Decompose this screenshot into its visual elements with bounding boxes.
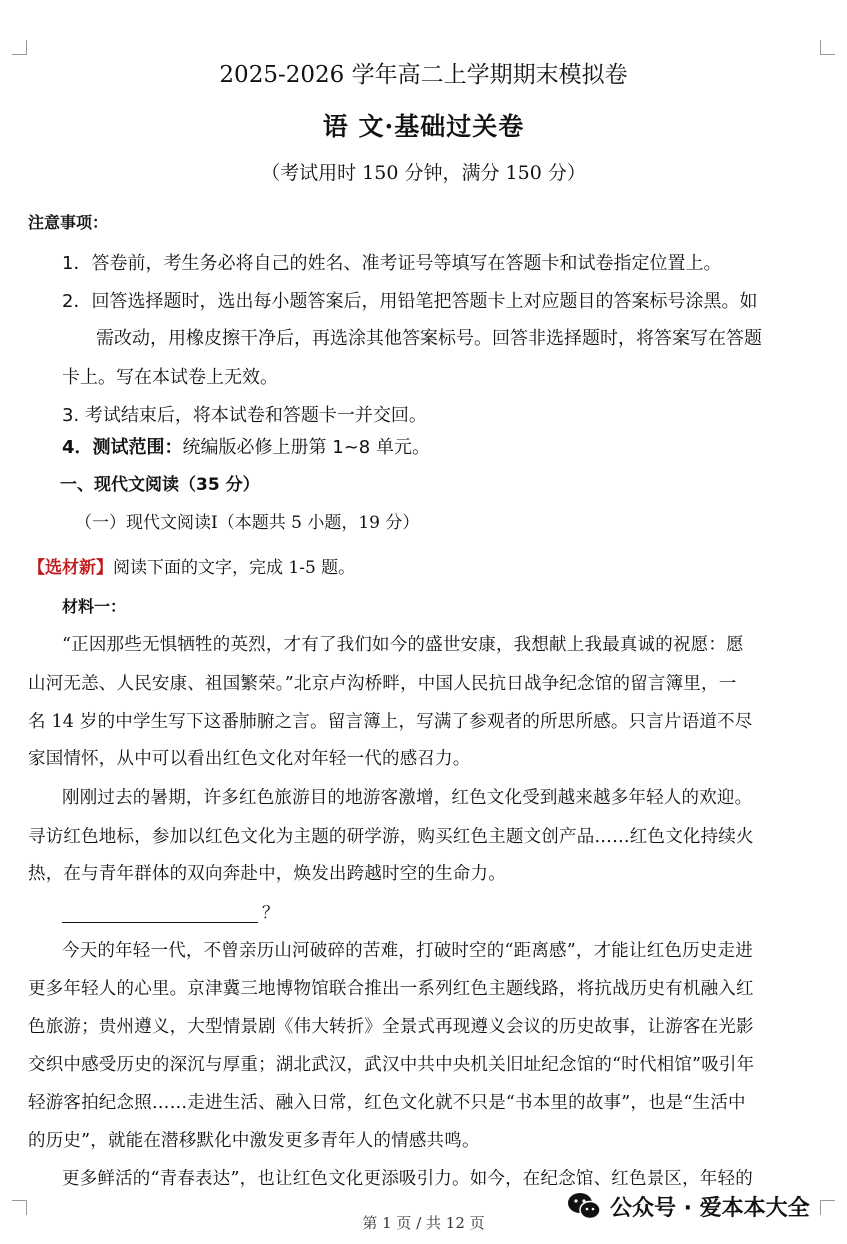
new-material-tag: 【选材新】 <box>28 558 113 578</box>
notice-item-4-label: 4．测试范围： <box>62 437 183 458</box>
page-number: 第 1 页 / 共 12 页 <box>362 1214 485 1232</box>
notice-heading: 注意事项： <box>28 213 109 232</box>
fill-in-blank <box>62 898 279 923</box>
exam-title: 2025-2026 学年高二上学期期末模拟卷 <box>219 62 628 88</box>
blank-question-mark: ？ <box>262 903 279 923</box>
passage-line: 色旅游；贵州遵义，大型情景剧《伟大转折》全景式再现遵义会议的历史故事，让游客在光影 <box>28 1017 754 1037</box>
exam-subtitle: 语 文·基础过关卷 <box>322 112 525 141</box>
passage-line: 寻访红色地标，参加以红色文化为主题的研学游，购买红色主题文创产品……红色文化持续火 <box>28 827 754 847</box>
exam-timing: （考试用时 150 分钟，满分 150 分） <box>261 162 586 184</box>
passage-line: 家国情怀，从中可以看出红色文化对年轻一代的感召力。 <box>28 749 471 769</box>
notice-item-1: 1．答卷前，考生务必将自己的姓名、准考证号等填写在答题卡和试卷指定位置上。 <box>62 253 722 274</box>
notice-item-3: 3. 考试结束后，将本试卷和答题卡一并交回。 <box>62 405 427 426</box>
instruction-line <box>28 553 355 578</box>
passage-line: “正因那些无惧牺牲的英烈，才有了我们如今的盛世安康，我想献上我最真诚的祝愿：愿 <box>62 635 744 655</box>
passage-line: 山河无恙、人民安康、祖国繁荣。”北京卢沟桥畔，中国人民抗日战争纪念馆的留言簿里，一 <box>28 674 737 694</box>
notice-item-4 <box>62 433 430 459</box>
passage-line: 轻游客拍纪念照……走进生活、融入日常，红色文化就不只是“书本里的故事”，也是“生活中 <box>28 1093 746 1113</box>
passage-line: 热，在与青年群体的双向奔赴中，焕发出跨越时空的生命力。 <box>28 864 506 884</box>
watermark-text: 公众号 · 爱本本大全 <box>610 1195 810 1221</box>
crop-mark-top-left <box>12 40 27 55</box>
notice-item-2-end: 卡上。写在本试卷上无效。 <box>62 367 278 388</box>
subsection-title: （一）现代文阅读Ⅰ（本题共 5 小题，19 分） <box>75 513 420 533</box>
passage-line: 的历史”，就能在潜移默化中激发更多青年人的情感共鸣。 <box>28 1131 480 1151</box>
instruction-text: 阅读下面的文字，完成 1-5 题。 <box>113 558 356 578</box>
notice-item-2-cont: 需改动，用橡皮擦干净后，再选涂其他答案标号。回答非选择题时，将答案写在答题 <box>96 328 762 349</box>
crop-mark-top-right <box>820 40 835 55</box>
passage-line: 今天的年轻一代，不曾亲历山河破碎的苦难，打破时空的“距离感”，才能让红色历史走进 <box>62 941 753 961</box>
material-heading: 材料一： <box>62 597 127 616</box>
wechat-icon <box>566 1190 602 1222</box>
passage-line: 刚刚过去的暑期，许多红色旅游目的地游客激增，红色文化受到越来越多年轻人的欢迎。 <box>62 788 753 808</box>
notice-item-4-text: 统编版必修上册第 1~8 单元。 <box>182 437 430 458</box>
notice-item-2: 2．回答选择题时，选出每小题答案后，用铅笔把答题卡上对应题目的答案标号涂黑。如 <box>62 291 758 312</box>
passage-line: 名 14 岁的中学生写下这番肺腑之言。留言簿上，写满了参观者的所思所感。只言片语道不尽 <box>28 712 753 732</box>
passage-line: 更多鲜活的“青春表达”，也让红色文化更添吸引力。如今，在纪念馆、红色景区，年轻的 <box>62 1169 753 1189</box>
wechat-watermark <box>566 1190 810 1222</box>
section-title: 一、现代文阅读（35 分） <box>60 475 260 495</box>
passage-line: 更多年轻人的心里。京津冀三地博物馆联合推出一系列红色主题线路，将抗战历史有机融入红 <box>28 979 754 999</box>
blank-line <box>62 904 258 923</box>
passage-line: 交织中感受历史的深沉与厚重；湖北武汉，武汉中共中央机关旧址纪念馆的“时代相馆”吸引年 <box>28 1055 755 1075</box>
